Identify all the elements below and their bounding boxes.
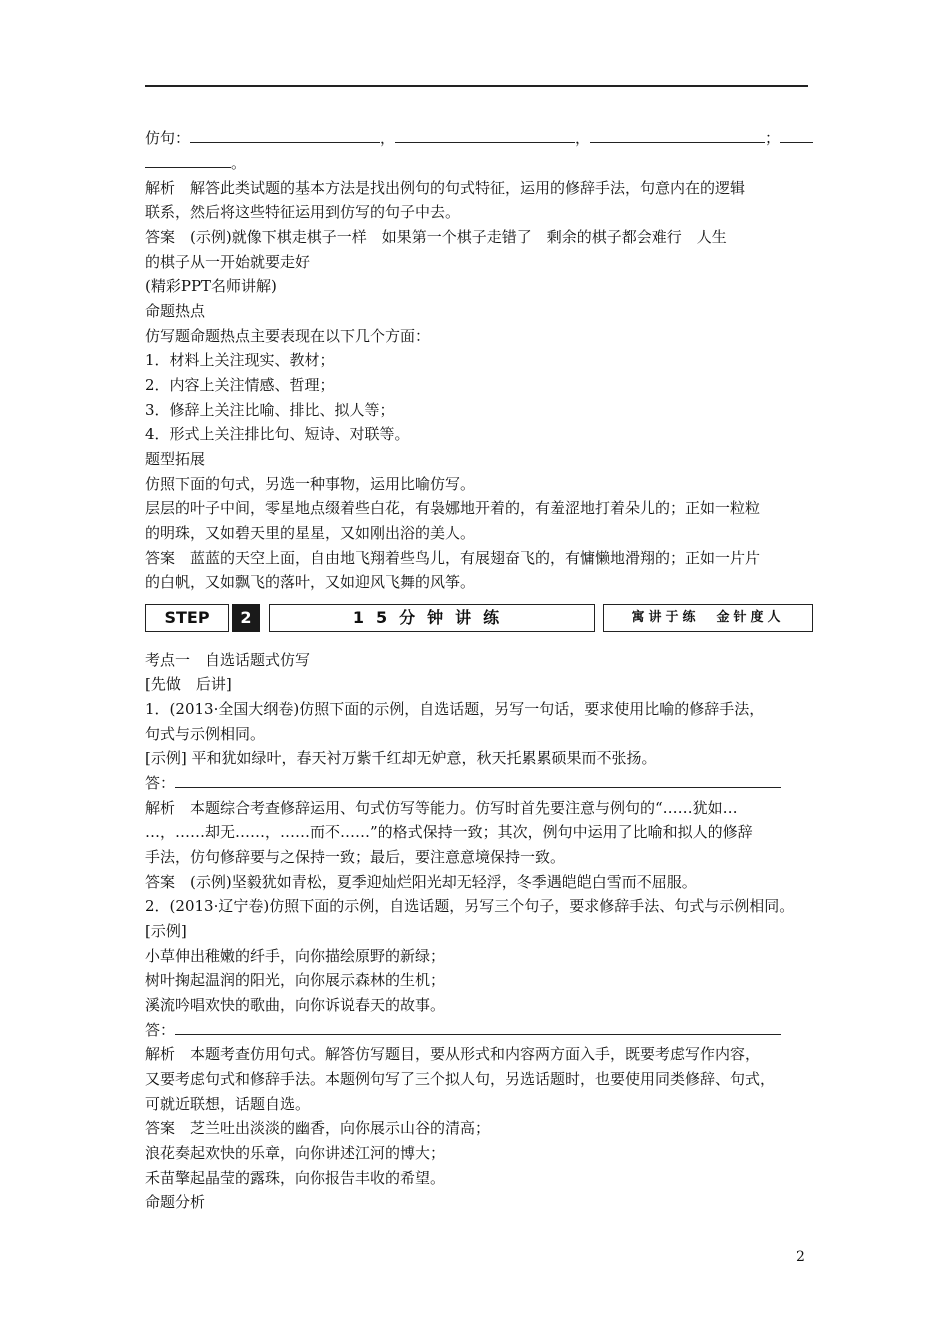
section-heading: 命题热点 bbox=[145, 302, 206, 320]
list-item: 4．形式上关注排比句、短诗、对联等。 bbox=[145, 425, 410, 443]
blank-3[interactable] bbox=[590, 128, 765, 143]
answer-label: 答： bbox=[145, 1021, 176, 1039]
text-line: 答案 芝兰吐出淡淡的幽香，向你展示山谷的清高； bbox=[145, 1119, 491, 1137]
step-label: STEP bbox=[145, 604, 229, 632]
example-line: [示例] 平和犹如绿叶，春天衬万紫千红却无妒意，秋天托累累硕果而不张扬。 bbox=[145, 749, 657, 767]
text-line: 的明珠，又如碧天里的星星，又如刚出浴的美人。 bbox=[145, 524, 476, 542]
section-heading: 题型拓展 bbox=[145, 450, 206, 468]
text-line: 的白帆，又如飘飞的落叶，又如迎风飞舞的风筝。 bbox=[145, 573, 476, 591]
imitate-line bbox=[145, 128, 813, 148]
blank-4[interactable] bbox=[780, 128, 813, 143]
sep-3: ； bbox=[765, 129, 781, 147]
list-item: 2．内容上关注情感、哲理； bbox=[145, 376, 335, 394]
blank-2[interactable] bbox=[395, 128, 575, 143]
text-line: [示例] bbox=[145, 922, 187, 940]
question-line: 1．(2013·全国大纲卷)仿照下面的示例，自选话题，另写一句话，要求使用比喻的修辞手法， bbox=[145, 700, 765, 718]
answer-line-1 bbox=[145, 773, 813, 793]
text-line: 联系，然后将这些特征运用到仿写的句子中去。 bbox=[145, 203, 461, 221]
section-heading: 考点一 自选话题式仿写 bbox=[145, 651, 311, 669]
text-line: 答案 (示例)就像下棋走棋子一样 如果第一个棋子走错了 剩余的棋子都会难行 人生 bbox=[145, 228, 727, 246]
imitate-line-cont bbox=[145, 153, 813, 173]
text-line: 答案 蓝蓝的天空上面，自由地飞翔着些鸟儿，有展翅奋飞的，有慵懒地滑翔的；正如一片片 bbox=[145, 549, 761, 567]
text-line: 解析 本题考查仿用句式。解答仿写题目，要从形式和内容两方面入手，既要考虑写作内容， bbox=[145, 1045, 761, 1063]
text-line: 解析 本题综合考查修辞运用、句式仿写等能力。仿写时首先要注意与例句的“……犹如… bbox=[145, 799, 738, 817]
question-line: 2．(2013·辽宁卷)仿照下面的示例，自选话题，另写三个句子，要求修辞手法、句式与示例相同。 bbox=[145, 897, 795, 915]
text-line: 仿照下面的句式，另选一种事物，运用比喻仿写。 bbox=[145, 475, 476, 493]
text-line: 仿写题命题热点主要表现在以下几个方面： bbox=[145, 327, 431, 345]
text-line: 浪花奏起欢快的乐章，向你讲述江河的博大； bbox=[145, 1144, 446, 1162]
answer-blank-1[interactable] bbox=[175, 773, 781, 788]
step-motto: 寓讲于练 金针度人 bbox=[603, 604, 813, 632]
text-line: 禾苗擎起晶莹的露珠，向你报告丰收的希望。 bbox=[145, 1169, 446, 1187]
text-line: 层层的叶子中间，零星地点缀着些白花，有袅娜地开着的，有羞涩地打着朵儿的；正如一粒粒 bbox=[145, 499, 761, 517]
question-line: 句式与示例相同。 bbox=[145, 725, 266, 743]
step-title: 15分钟讲练 bbox=[269, 604, 595, 632]
text-line: 答案 (示例)坚毅犹如青松，夏季迎灿烂阳光却无轻浮，冬季遇皑皑白雪而不屈服。 bbox=[145, 873, 697, 891]
answer-label: 答： bbox=[145, 774, 176, 792]
blank-5[interactable] bbox=[145, 153, 231, 168]
list-item: 3．修辞上关注比喻、排比、拟人等； bbox=[145, 401, 395, 419]
answer-blank-2[interactable] bbox=[175, 1020, 781, 1035]
text-line: 手法，仿句修辞要与之保持一致；最后，要注意意境保持一致。 bbox=[145, 848, 566, 866]
sep-1: ， bbox=[380, 129, 396, 147]
page-number: 2 bbox=[796, 1249, 805, 1265]
sep-2: ， bbox=[575, 129, 591, 147]
blank-1[interactable] bbox=[190, 128, 380, 143]
end-mark: 。 bbox=[231, 154, 247, 172]
text-line: 解析 解答此类试题的基本方法是找出例句的句式特征，运用的修辞手法，句意内在的逻辑 bbox=[145, 179, 746, 197]
text-line: 可就近联想，话题自选。 bbox=[145, 1095, 311, 1113]
step-banner bbox=[145, 604, 813, 632]
top-rule bbox=[145, 85, 808, 87]
example-line: 小草伸出稚嫩的纤手，向你描绘原野的新绿； bbox=[145, 947, 446, 965]
text-line: …，……却无……，……而不……”的格式保持一致；其次，例句中运用了比喻和拟人的修辞 bbox=[145, 823, 753, 841]
answer-line-2 bbox=[145, 1020, 813, 1040]
example-line: 树叶掬起温润的阳光，向你展示森林的生机； bbox=[145, 971, 446, 989]
text-line: [先做 后讲] bbox=[145, 675, 232, 693]
list-item: 1．材料上关注现实、教材； bbox=[145, 351, 335, 369]
text-line: (精彩PPT名师讲解) bbox=[145, 277, 277, 295]
text-line: 又要考虑句式和修辞手法。本题例句写了三个拟人句，另选话题时，也要使用同类修辞、句式， bbox=[145, 1070, 776, 1088]
example-line: 溪流吟唱欢快的歌曲，向你诉说春天的故事。 bbox=[145, 996, 446, 1014]
step-number: 2 bbox=[232, 604, 260, 632]
imitate-label: 仿句： bbox=[145, 129, 191, 147]
section-heading: 命题分析 bbox=[145, 1193, 206, 1211]
text-line: 的棋子从一开始就要走好 bbox=[145, 253, 311, 271]
